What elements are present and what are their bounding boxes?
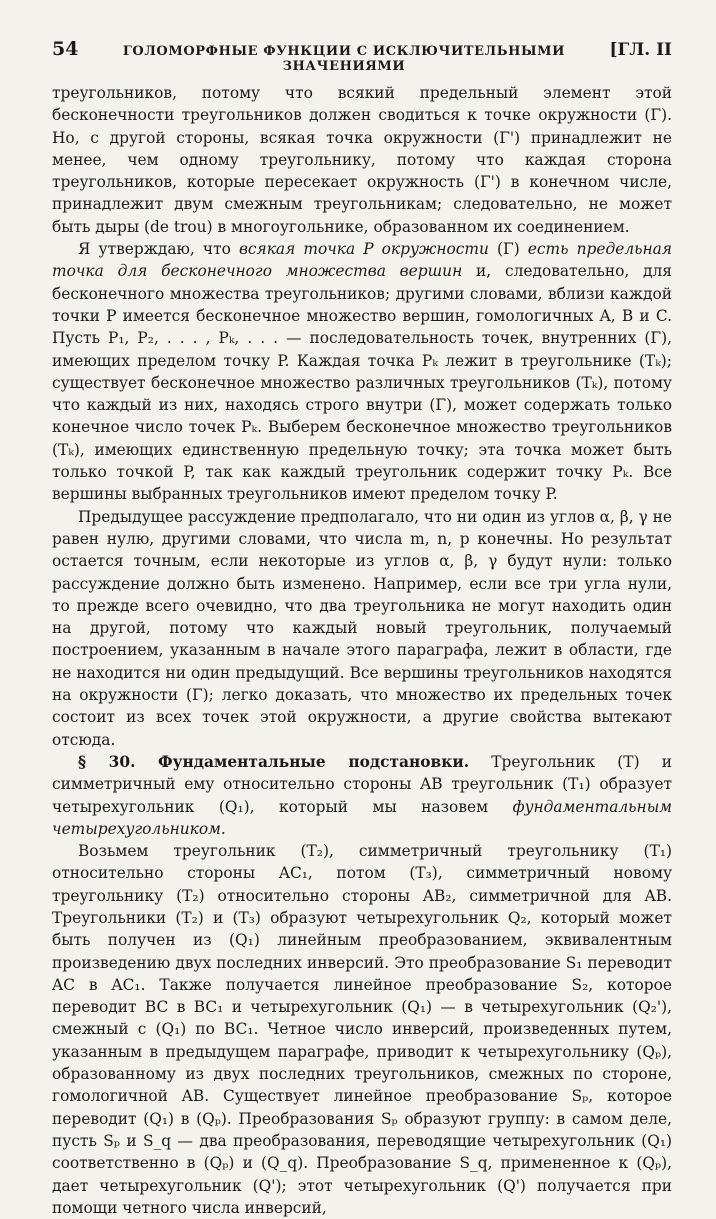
paragraph-2: Я утверждаю, что всякая точка P окружности (Γ) есть предельная точка для бесконечного множества вершин и, следовательно, для бесконечного множества треугольников; другими словами, вблизи каждой точки P имеется бесконечное множество вершин, гомологичных A, B и C. Пусть P₁, P₂, . . . , Pₖ, . . . — последовательность точек, внутренних (Γ), имеющих пределом точку P. Каждая точка Pₖ лежит в треугольнике (Tₖ); существует бесконечное множество различных треугольников (Tₖ), потому что каждый из них, находясь строго внутри (Γ), может содержать только конечное число точек Pₖ. Выберем бесконечное множество треугольников (Tₖ), имеющих единственную предельную точку; эта точка может быть только точкой P, так как каждый треугольник содержит точку Pₖ. Все вершины выбранных треугольников имеют пределом точку P. — [52, 240, 673, 504]
running-title: ГОЛОМОРФНЫЕ ФУНКЦИИ С ИСКЛЮЧИТЕЛЬНЫМИ ЗНАЧЕНИЯМИ — [122, 44, 566, 74]
section-heading: § 30. Фундаментальные подстановки. — [78, 752, 470, 771]
italic-phrase: есть предельная точка для бесконечного множества вершин — [52, 240, 672, 281]
section-30-paragraph: § 30. Фундаментальные подстановки. Треугольник (T) и симметричный ему относительно стороны AB треугольник (T₁) образует четырехугольник (Q₁), который мы назовем фундаментальным четырехугольником. — [52, 752, 672, 838]
paragraph-5: Возьмем треугольник (T₂), симметричный треугольнику (T₁) относительно стороны AC₁, потом (T₃), симметричный новому треугольнику (T₂) относительно стороны AB₂, симметричной для AB. Треугольники (T₂) и (T₃) образуют четырехугольник Q₂, который может быть получен из (Q₁) линейным преобразованием, эквивалентным произведению двух последних инверсий. Это преобразование S₁ переводит AC в AC₁. Также получается линейное преобразование S₂, которое переводит BC в BC₁ и четырехугольник (Q₁) — в четырехугольник (Q₂'), смежный с (Q₁) по BC₁. Четное число инверсий, произведенных путем, указанным в предыдущем параграфе, приводит к четырехугольнику (Qₚ), образованному из двух последних треугольников, смежных по стороне, гомологичной AB. Существует линейное преобразование Sₚ, которое переводит (Q₁) в (Qₚ). Преобразования Sₚ образуют группу: в самом деле, пусть Sₚ и S_q — два преобразования, переводящие четырехугольник (Q₁) соответственно в (Qₚ) и (Q_q). Преобразование S_q, примененное к (Qₚ), дает четырехугольник (Q'); этот четырехугольник (Q') получается при помощи четного числа инверсий, — [52, 842, 672, 1217]
paragraph-1: треугольников, потому что всякий предельный элемент этой бесконечности треугольников должен сводиться к точке окружности (Γ). Но, с другой стороны, всякая точка окружности (Γ') принадлежит не менее, чем одному треугольнику, потому что каждая сторона треугольников, которые пересекает окружность (Γ') в конечном числе, принадлежит двум смежным треугольникам; следовательно, не может быть дыры (de trou) в многоугольнике, образованном их соединением. — [52, 84, 672, 236]
running-header — [52, 38, 672, 82]
page-number: 54 — [52, 38, 79, 60]
page-body — [52, 82, 672, 1219]
italic-phrase: всякая точка P окружности — [238, 240, 489, 259]
paragraph-3: Предыдущее рассуждение предполагало, что ни один из углов α, β, γ не равен нулю, другими словами, что числа m, n, p конечны. Но результат остается точным, если некоторые из углов α, β, γ будут нули: только рассуждение должно быть изменено. Например, если все три угла нули, то прежде всего очевидно, что два треугольника не могут находить один на другой, потому что каждый новый треугольник, получаемый построением, указанным в начале этого параграфа, лежит в области, где не находится ни один предыдущий. Все вершины треугольников находятся на окружности (Γ); легко доказать, что множество их предельных точек состоит из всех точек этой окружности, а другие свойства вытекают отсюда. — [52, 507, 672, 749]
italic-term: фундаментальным четырехугольником. — [52, 797, 672, 838]
chapter-label: [ГЛ. II — [609, 40, 672, 60]
